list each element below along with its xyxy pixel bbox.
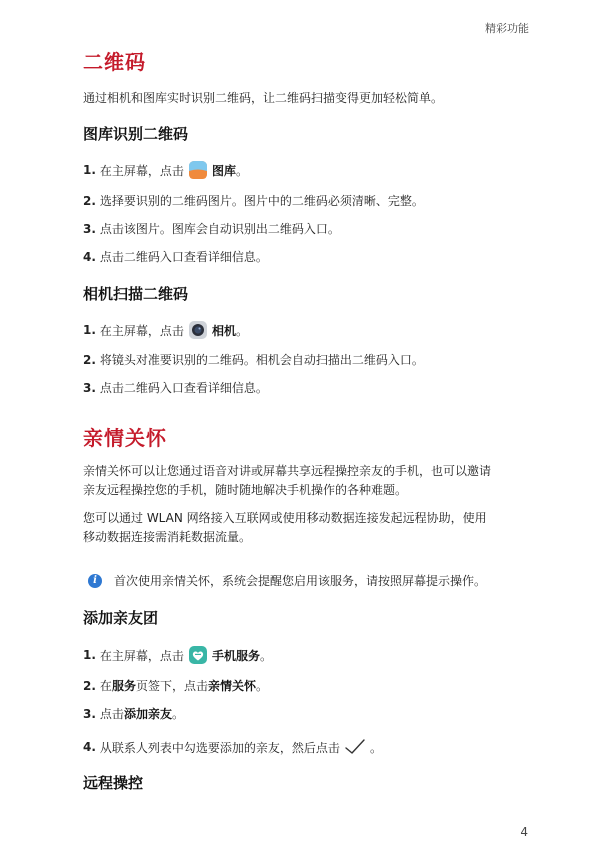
camera-app-label: 相机	[211, 323, 236, 338]
camera-heading: 相机扫描二维码	[83, 285, 189, 303]
step-text: 点击二维码入口查看详细信息。	[99, 250, 268, 264]
step-number: 1.	[83, 323, 96, 337]
header-section-label: 精彩功能	[485, 22, 529, 35]
camera-step-1	[83, 320, 248, 340]
step-text: 在	[99, 679, 112, 693]
step-number: 2.	[83, 678, 96, 693]
add-family-label: 添加亲友	[123, 707, 172, 721]
care-paragraph-1	[83, 462, 533, 500]
step-text: 从联系人列表中勾选要添加的亲友，然后点击	[99, 740, 340, 755]
remote-control-heading: 远程操控	[83, 774, 144, 792]
care-paragraph-2-line-2: 移动数据连接需消耗数据流量。	[83, 530, 252, 544]
family-care-label: 亲情关怀	[207, 679, 256, 693]
step-number: 2.	[83, 352, 96, 367]
step-number: 3.	[83, 221, 96, 236]
gallery-step-4	[83, 248, 268, 265]
step-number: 4.	[83, 740, 96, 754]
care-paragraph-2-line-1: 您可以通过 WLAN 网络接入互联网或使用移动数据连接发起远程协助，使用	[83, 511, 487, 525]
step-text: 选择要识别的二维码图片。图片中的二维码必须清晰、完整。	[99, 194, 424, 208]
service-tab-label: 服务	[111, 679, 136, 693]
gallery-step-2	[83, 192, 424, 209]
add-step-1	[83, 645, 272, 665]
step-number: 3.	[83, 706, 96, 721]
info-icon: i	[88, 574, 102, 588]
info-note-text: 首次使用亲情关怀，系统会提醒您启用该服务，请按照屏幕提示操作。	[114, 574, 487, 588]
step-period: 。	[255, 679, 268, 693]
step-text: 点击	[99, 707, 124, 721]
qr-intro: 通过相机和图库实时识别二维码，让二维码扫描变得更加轻松简单。	[83, 91, 444, 105]
gallery-app-label: 图库	[211, 163, 236, 178]
info-note	[83, 572, 486, 589]
step-number: 1.	[83, 163, 96, 177]
step-text: 点击该图片。图库会自动识别出二维码入口。	[99, 222, 340, 236]
step-number: 1.	[83, 648, 96, 662]
step-period: 。	[369, 740, 382, 755]
camera-step-3	[83, 379, 268, 396]
phone-service-app-icon[interactable]	[188, 645, 208, 665]
add-step-2	[83, 677, 268, 694]
gallery-step-1	[83, 160, 248, 180]
add-step-4	[83, 737, 382, 757]
step-text: 将镜头对准要识别的二维码。相机会自动扫描出二维码入口。	[99, 353, 424, 367]
step-number: 4.	[83, 249, 96, 264]
care-paragraph-1-line-2: 亲友远程操控您的手机，随时随地解决手机操作的各种难题。	[83, 483, 408, 497]
phone-service-label: 手机服务	[211, 648, 260, 663]
checkmark-icon[interactable]	[344, 737, 366, 757]
step-text: 在主屏幕，点击	[99, 163, 184, 178]
add-family-heading: 添加亲友团	[83, 609, 159, 627]
page-number: 4	[520, 825, 528, 839]
care-paragraph-2	[83, 509, 533, 547]
care-title: 亲情关怀	[83, 426, 167, 450]
step-period: 。	[235, 163, 248, 178]
step-number: 2.	[83, 193, 96, 208]
care-paragraph-1-line-1: 亲情关怀可以让您通过语音对讲或屏幕共享远程操控亲友的手机，也可以邀请	[83, 464, 492, 478]
add-step-3	[83, 705, 184, 722]
step-period: 。	[259, 648, 272, 663]
step-period: 。	[171, 707, 184, 721]
step-text: 在主屏幕，点击	[99, 323, 184, 338]
camera-step-2	[83, 351, 424, 368]
step-period: 。	[235, 323, 248, 338]
step-text: 点击二维码入口查看详细信息。	[99, 381, 268, 395]
gallery-heading: 图库识别二维码	[83, 125, 189, 143]
step-text: 页签下，点击	[135, 679, 208, 693]
gallery-app-icon[interactable]	[188, 160, 208, 180]
qr-title: 二维码	[83, 50, 146, 74]
camera-app-icon[interactable]	[188, 320, 208, 340]
step-text: 在主屏幕，点击	[99, 648, 184, 663]
step-number: 3.	[83, 380, 96, 395]
gallery-step-3	[83, 220, 340, 237]
